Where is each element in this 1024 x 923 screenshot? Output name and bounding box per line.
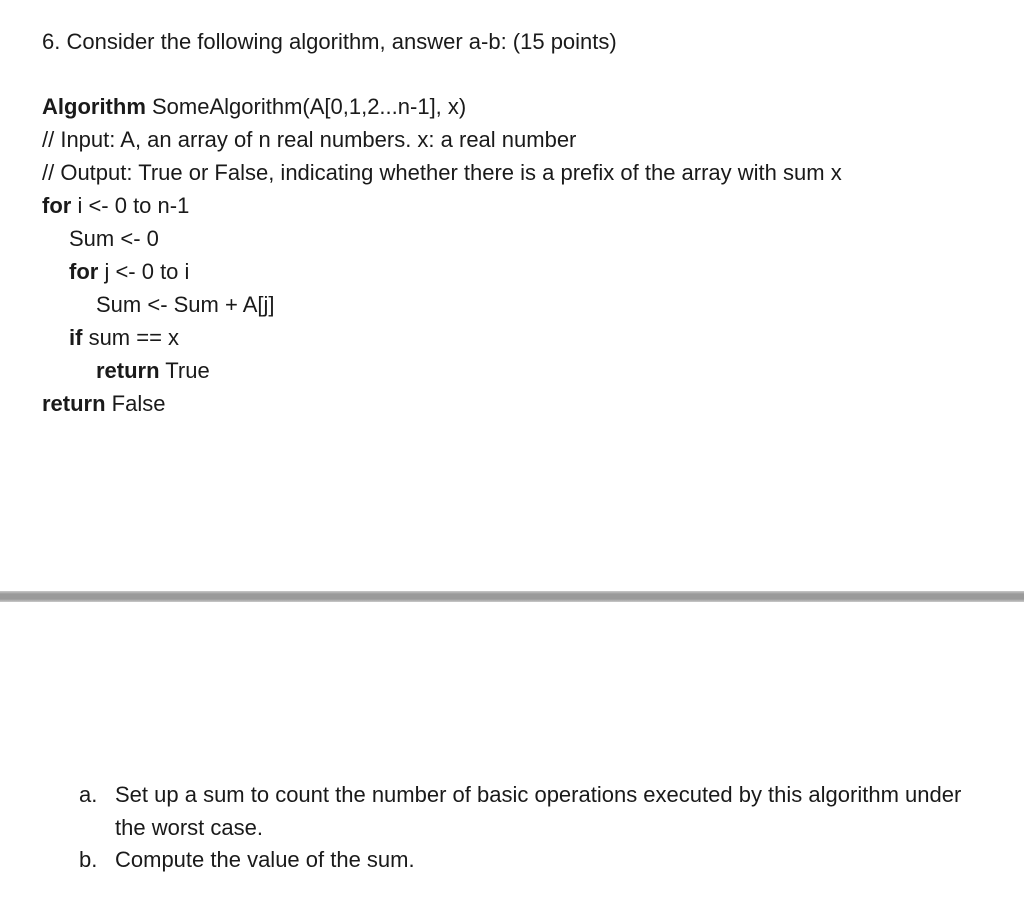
algorithm-header — [42, 93, 466, 121]
problem-title: 6. Consider the following algorithm, answer a-b: (15 points) — [42, 29, 617, 54]
question-text: Compute the value of the sum. — [115, 847, 415, 872]
if-condition: sum == x — [82, 325, 180, 350]
for-keyword: for — [69, 259, 99, 284]
outer-for-range: i <- 0 to n-1 — [71, 193, 190, 218]
return-keyword: return — [42, 391, 106, 416]
if-line — [69, 324, 179, 352]
sum-update-line: Sum <- Sum + A[j] — [96, 292, 275, 317]
inner-for-line — [69, 258, 189, 286]
return-keyword: return — [96, 358, 160, 383]
algorithm-signature: SomeAlgorithm(A[0,1,2...n-1], x) — [145, 94, 467, 119]
question-text: Set up a sum to count the number of basic operations executed by this algorithm under the worst case. — [115, 782, 962, 840]
question-marker: b. — [79, 847, 98, 872]
section-divider — [0, 591, 1024, 602]
return-true-value: True — [159, 358, 210, 383]
if-keyword: if — [69, 325, 83, 350]
input-comment: // Input: A, an array of n real numbers. x: a real number — [42, 127, 577, 152]
inner-for-range: j <- 0 to i — [98, 259, 190, 284]
return-false-line — [42, 390, 165, 418]
for-keyword: for — [42, 193, 72, 218]
outer-for-line — [42, 192, 189, 220]
algorithm-keyword: Algorithm — [42, 94, 146, 119]
sum-init-line: Sum <- 0 — [69, 226, 159, 251]
question-marker: a. — [79, 782, 98, 807]
return-true-line — [96, 357, 210, 385]
return-false-value: False — [105, 391, 166, 416]
output-comment: // Output: True or False, indicating whether there is a prefix of the array with sum x — [42, 160, 842, 185]
